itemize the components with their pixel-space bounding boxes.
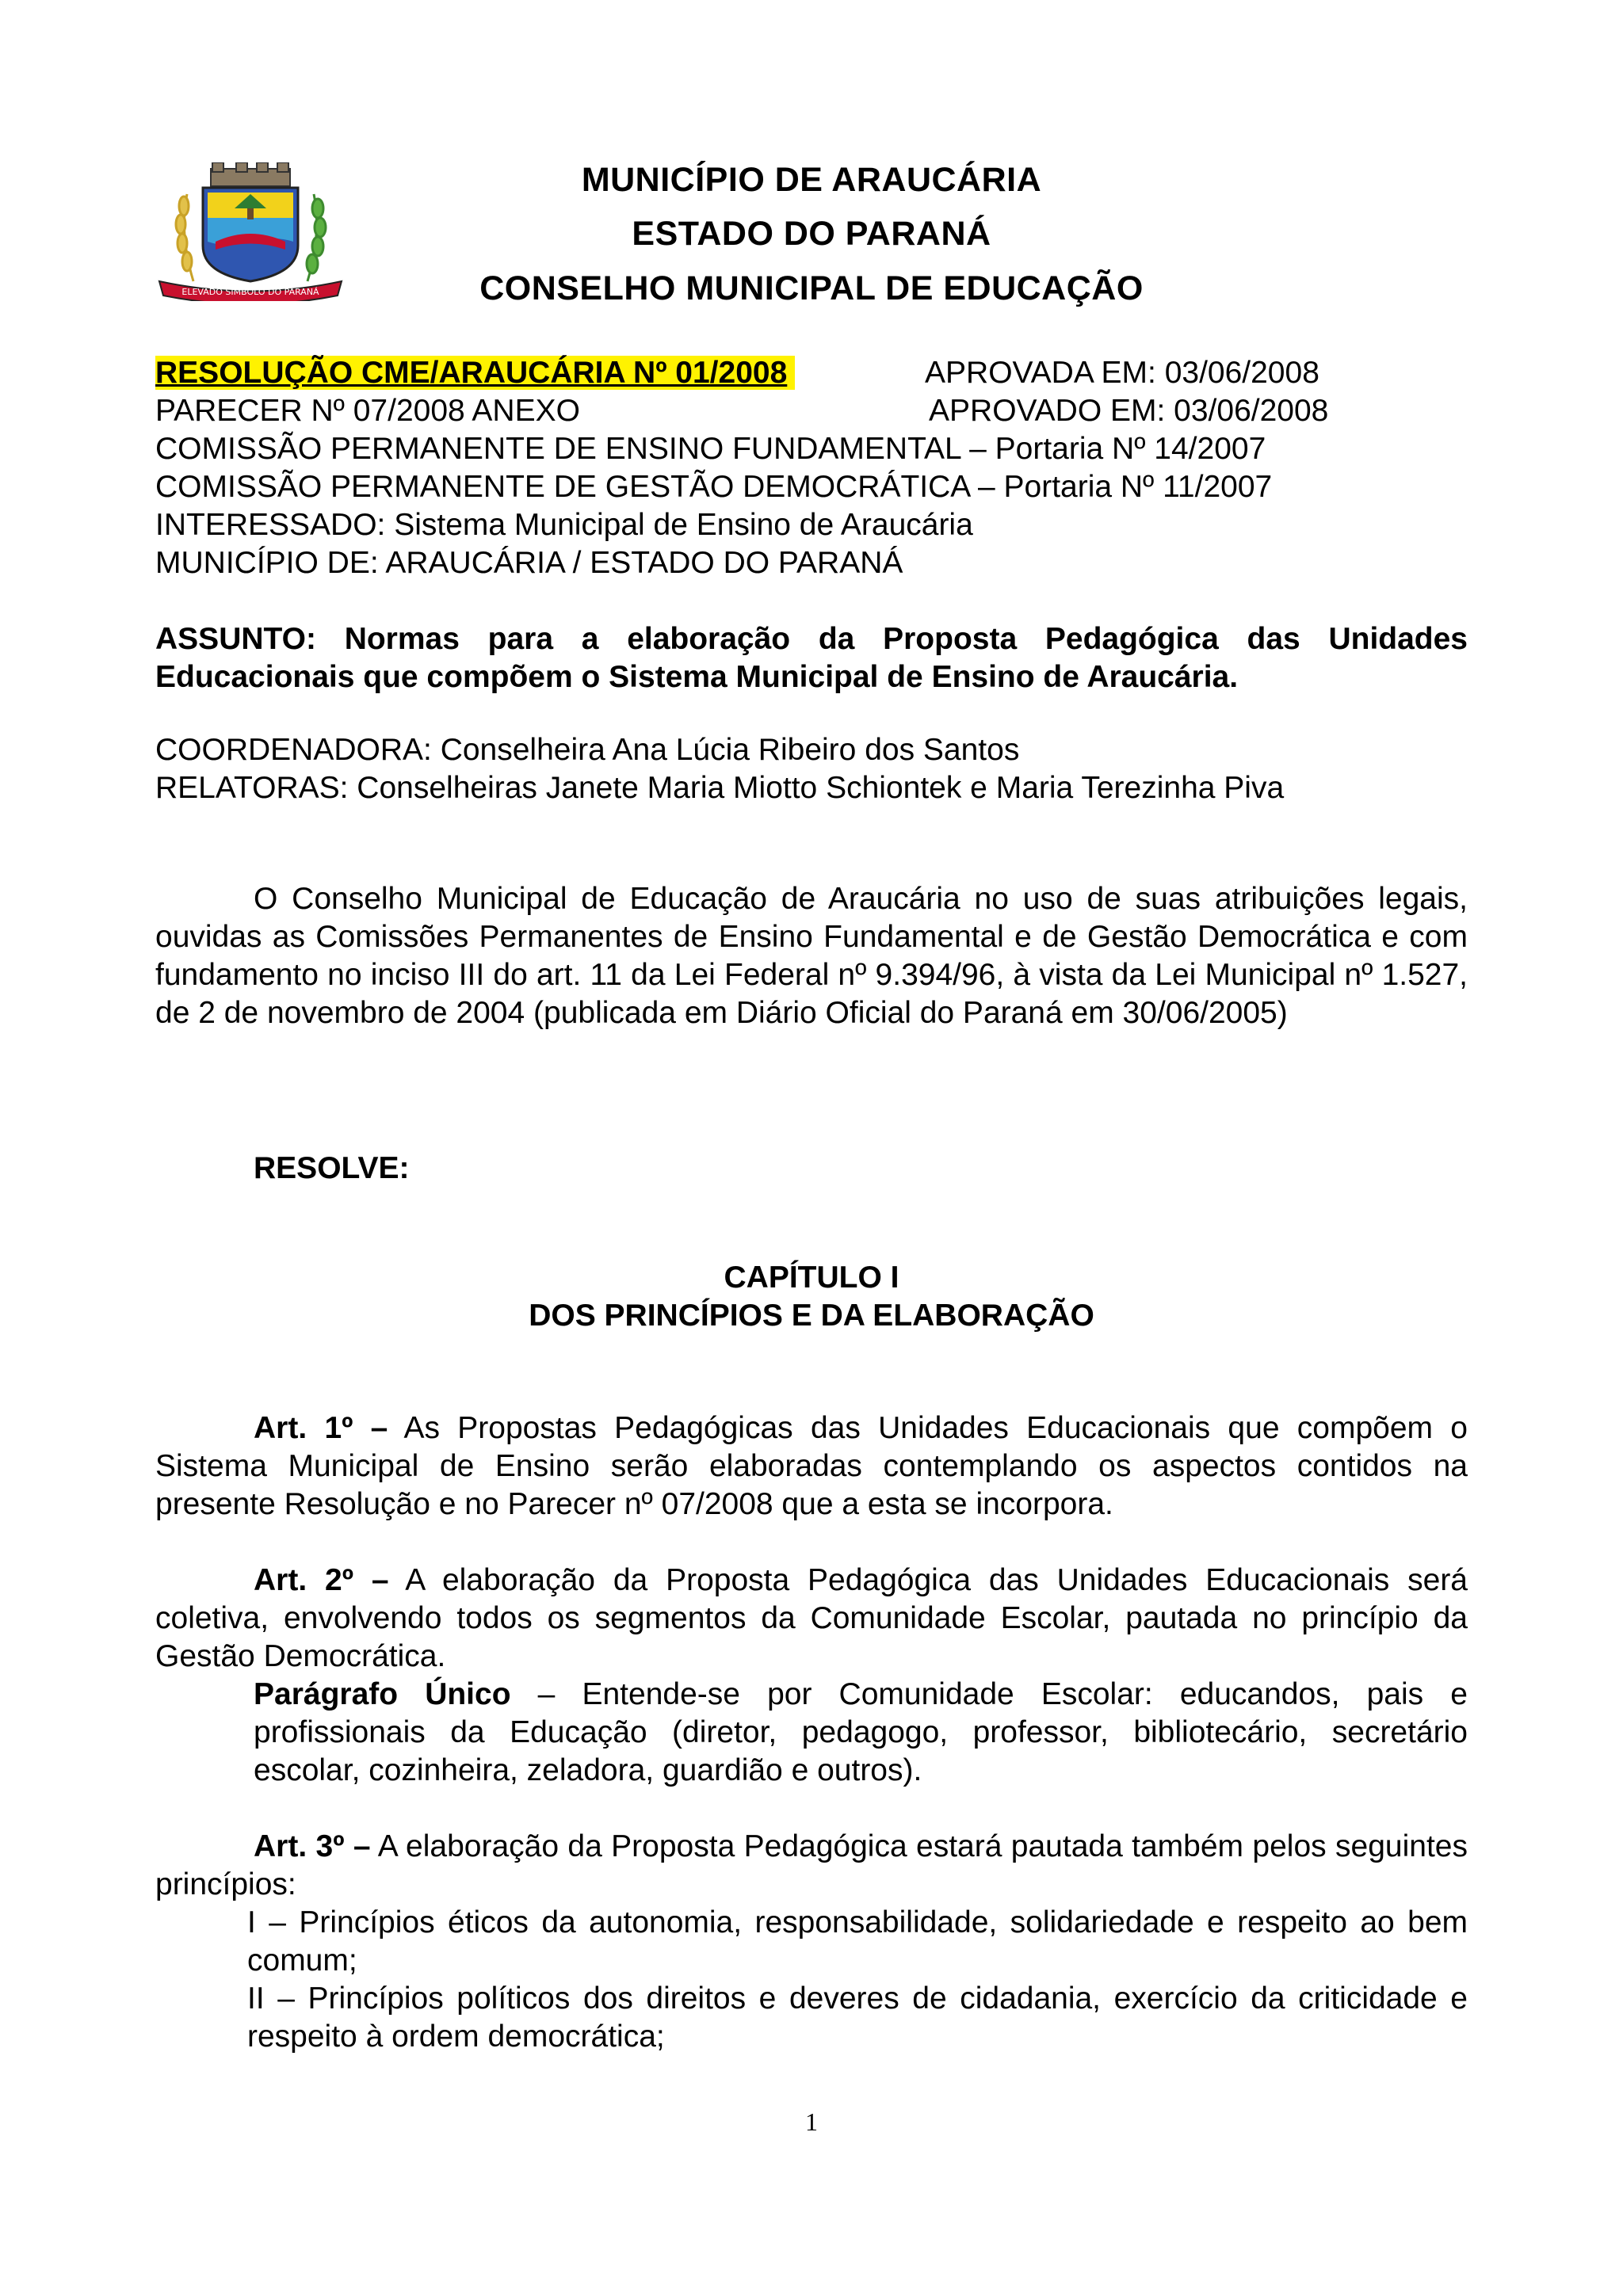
interested-party: INTERESSADO: Sistema Municipal de Ensino de Araucária xyxy=(155,508,973,542)
opinion-number: PARECER Nº 07/2008 ANEXO xyxy=(155,394,580,428)
commission-elementary: COMISSÃO PERMANENTE DE ENSINO FUNDAMENTAL – Portaria Nº 14/2007 xyxy=(155,432,1266,466)
article-2: Art. 2º – A elaboração da Proposta Pedagógica das Unidades Educacionais será coletiva, envolvendo todos os segmentos da Comunidade Escolar, pautada no princípio da Gestão Democrática. xyxy=(155,1563,1468,1673)
article-3: Art. 3º – A elaboração da Proposta Pedagógica estará pautada também pelos seguintes princípios: xyxy=(155,1829,1468,1901)
header-state: ESTADO DO PARANÁ xyxy=(632,215,991,253)
rapporteurs: RELATORAS: Conselheiras Janete Maria Miotto Schiontek e Maria Terezinha Piva xyxy=(155,771,1285,805)
article-2-sole-paragraph: Parágrafo Único – Entende-se por Comunidade Escolar: educandos, pais e profissionais da Educação (diretor, pedagogo, professor, bibliotecário, secretário escolar, cozinheira, zeladora, guardião e outros). xyxy=(254,1677,1468,1787)
svg-text:ELEVADO SIMBOLO DO PARANÁ: ELEVADO SIMBOLO DO PARANÁ xyxy=(181,287,319,297)
opinion-approved-date: APROVADO EM: 03/06/2008 xyxy=(929,394,1329,428)
approved-date: APROVADA EM: 03/06/2008 xyxy=(925,356,1319,390)
coordinator: COORDENADORA: Conselheira Ana Lúcia Ribeiro dos Santos xyxy=(155,733,1020,767)
intro-paragraph: O Conselho Municipal de Educação de Araucária no uso de suas atribuições legais, ouvidas as Comissões Permanentes de Ensino Fundamental e de Gestão Democrática e com fundamento no inciso III do art. 11 da Lei Federal nº 9.394/96, à vista da Lei Municipal nº 1.527, de 2 de novembro de 2004 (publicada em Diário Oficial do Paraná em 30/06/2005) xyxy=(155,882,1468,1030)
resolution-number: RESOLUÇÃO CME/ARAUCÁRIA Nº 01/2008 xyxy=(155,354,795,391)
article-1: Art. 1º – As Propostas Pedagógicas das Unidades Educacionais que compõem o Sistema Municipal de Ensino serão elaboradas contemplando os aspectos contidos na presente Resolução e no Parecer nº 07/2008 que a esta se incorpora. xyxy=(155,1411,1468,1521)
article-3-item-1: I – Princípios éticos da autonomia, responsabilidade, solidariedade e respeito ao bem comum; xyxy=(247,1905,1468,1978)
header-council: CONSELHO MUNICIPAL DE EDUCAÇÃO xyxy=(479,269,1144,307)
article-3-item-2: II – Princípios políticos dos direitos e deveres de cidadania, exercício da criticidade e respeito à ordem democrática; xyxy=(247,1981,1468,2054)
municipality-line: MUNICÍPIO DE: ARAUCÁRIA / ESTADO DO PARANÁ xyxy=(155,546,903,580)
page-number: 1 xyxy=(805,2107,818,2136)
commission-management: COMISSÃO PERMANENTE DE GESTÃO DEMOCRÁTICA – Portaria Nº 11/2007 xyxy=(155,470,1273,504)
header-municipality: MUNICÍPIO DE ARAUCÁRIA xyxy=(581,161,1042,199)
subject: ASSUNTO: Normas para a elaboração da Proposta Pedagógica das Unidades Educacionais que compõem o Sistema Municipal de Ensino de Araucária. xyxy=(155,622,1468,694)
chapter-subtitle: DOS PRINCÍPIOS E DA ELABORAÇÃO xyxy=(529,1299,1094,1333)
resolve-heading: RESOLVE: xyxy=(254,1151,410,1185)
chapter-title: CAPÍTULO I xyxy=(724,1261,899,1295)
